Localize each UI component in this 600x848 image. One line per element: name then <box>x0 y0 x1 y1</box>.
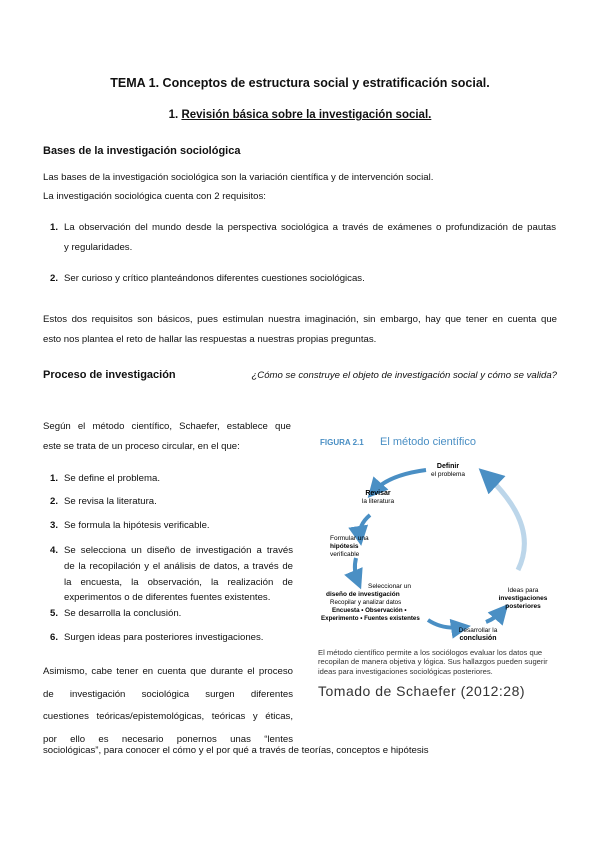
step-3-text: Se formula la hipótesis verificable. <box>64 520 210 531</box>
arrow-formular-seleccionar <box>355 558 358 582</box>
requirement-2-text: Ser curioso y crítico planteándonos diferentes cuestiones sociológicas. <box>64 273 365 284</box>
step-1-text: Se define el problema. <box>64 473 160 484</box>
node-revisar-2: la literatura <box>361 498 395 505</box>
bases-paragraph-line-1: Estos dos requisitos son básicos, pues estimulan nuestra imaginación, sin embargo, hay que tener en cuenta que <box>43 314 557 325</box>
node-definir-1: Definir <box>436 463 460 470</box>
step-5-number: 5. <box>50 608 59 619</box>
node-desarrollar-2: conclusión <box>459 635 497 642</box>
figure-label: FIGURA 2.1 <box>320 438 364 447</box>
step-2-text: Se revisa la literatura. <box>64 496 157 507</box>
node-formular-1: Formular una <box>330 535 369 542</box>
requirement-1-text: La observación del mundo desde la perspectiva sociológica a través de exámenes o profundización de pautas <box>64 222 556 233</box>
closing-line-2: de investigación sociológica surgen diferentes <box>43 688 293 700</box>
node-ideas-1: Ideas para <box>507 587 539 594</box>
bases-paragraph-line-2: esto nos plantea el reto de hallar las respuestas a nuestras propias preguntas. <box>43 334 377 345</box>
arrow-definir-revisar <box>373 470 426 492</box>
bases-heading: Bases de la investigación sociológica <box>43 145 241 157</box>
node-seleccionar-4: Encuesta • Observación • <box>332 607 407 614</box>
step-4-text-2: de la recopilación y el análisis de datos, a través de <box>64 560 293 572</box>
requirement-1-cont: y regularidades. <box>64 242 133 253</box>
requirement-2 <box>50 273 365 285</box>
closing-line-5: sociológicas”, para conocer el cómo y el por qué a través de teorías, conceptos e hipótesis <box>43 745 429 756</box>
step-6-text: Surgen ideas para posteriores investigaciones. <box>64 632 264 643</box>
node-ideas-3: posteriores <box>505 603 541 610</box>
node-ideas-2: investigaciones <box>498 595 548 602</box>
proceso-intro-line-2: este se trata de un proceso circular, en el que: <box>43 441 240 452</box>
step-4 <box>50 543 293 606</box>
node-seleccionar-5: Experimento • Fuentes existentes <box>321 615 420 622</box>
figure-caption-line-3: ideas para investigaciones sociológicas posteriores. <box>318 666 493 676</box>
step-3-number: 3. <box>50 520 59 531</box>
step-1-number: 1. <box>50 473 59 484</box>
step-4-text-4: experimentos o de diferentes fuentes existentes. <box>64 592 271 604</box>
node-definir-2: el problema <box>431 471 465 478</box>
research-question: ¿Cómo se construye el objeto de investigación social y cómo se valida? <box>251 370 557 381</box>
node-desarrollar-1: Desarrollar la <box>458 627 498 634</box>
step-6 <box>50 632 263 644</box>
step-4-text-1: Se selecciona un diseño de investigación a través <box>64 545 293 556</box>
step-2-number: 2. <box>50 496 59 507</box>
node-seleccionar-1: Seleccionar un <box>368 583 411 590</box>
section-1-title: Revisión básica sobre la investigación social. <box>181 109 432 121</box>
proceso-heading: Proceso de investigación <box>43 369 176 381</box>
section-1-number: 1. <box>168 109 179 121</box>
arrow-ideas-definir <box>486 475 524 570</box>
figure-title: El método científico <box>380 436 476 448</box>
closing-line-4: por ello es necesario ponernos unas “lentes <box>43 733 293 745</box>
page-title: TEMA 1. Conceptos de estructura social y estratificación social. <box>110 76 490 90</box>
node-formular-2: hipótesis <box>330 543 359 550</box>
requirement-1 <box>50 222 556 234</box>
step-5 <box>50 608 181 620</box>
step-4-text-3: la encuesta, la observación, la realización de <box>64 576 293 588</box>
step-5-text: Se desarrolla la conclusión. <box>64 608 182 619</box>
step-2 <box>50 496 157 508</box>
closing-line-3: cuestiones teóricas/epistemológicas, teóricas y éticas, <box>43 711 293 722</box>
bases-line-2: La investigación sociológica cuenta con 2 requisitos: <box>43 191 266 202</box>
section-1-heading <box>0 109 600 121</box>
step-3 <box>50 520 210 532</box>
bases-line-1: Las bases de la investigación sociológica son la variación científica y de intervención social. <box>43 172 434 183</box>
scientific-method-figure <box>318 430 568 650</box>
figure-caption <box>318 648 568 676</box>
node-revisar-1: Revisar <box>365 490 391 497</box>
step-1 <box>50 473 160 485</box>
node-seleccionar-3: Recopilar y analizar datos <box>330 599 402 606</box>
node-seleccionar-2: diseño de investigación <box>326 591 400 598</box>
step-6-number: 6. <box>50 632 59 643</box>
step-4-number: 4. <box>50 545 59 556</box>
proceso-intro-line-1: Según el método científico, Schaefer, establece que <box>43 421 291 432</box>
figure-caption-line-1: El método científico permite a los sociólogos evaluar los datos que <box>318 648 543 657</box>
closing-paragraph <box>43 661 293 751</box>
requirement-1-number: 1. <box>50 222 59 233</box>
closing-line-1: Asimismo, cabe tener en cuenta que durante el proceso <box>43 666 293 677</box>
figure-caption-line-2: recopilan de manera objetiva y lógica. Sus hallazgos pueden sugerir <box>318 657 548 667</box>
figure-source: Tomado de Schaefer (2012:28) <box>318 683 526 699</box>
node-formular-3: verificable <box>330 551 360 558</box>
requirement-2-number: 2. <box>50 273 59 284</box>
arrow-desarrollar-ideas <box>486 610 503 622</box>
